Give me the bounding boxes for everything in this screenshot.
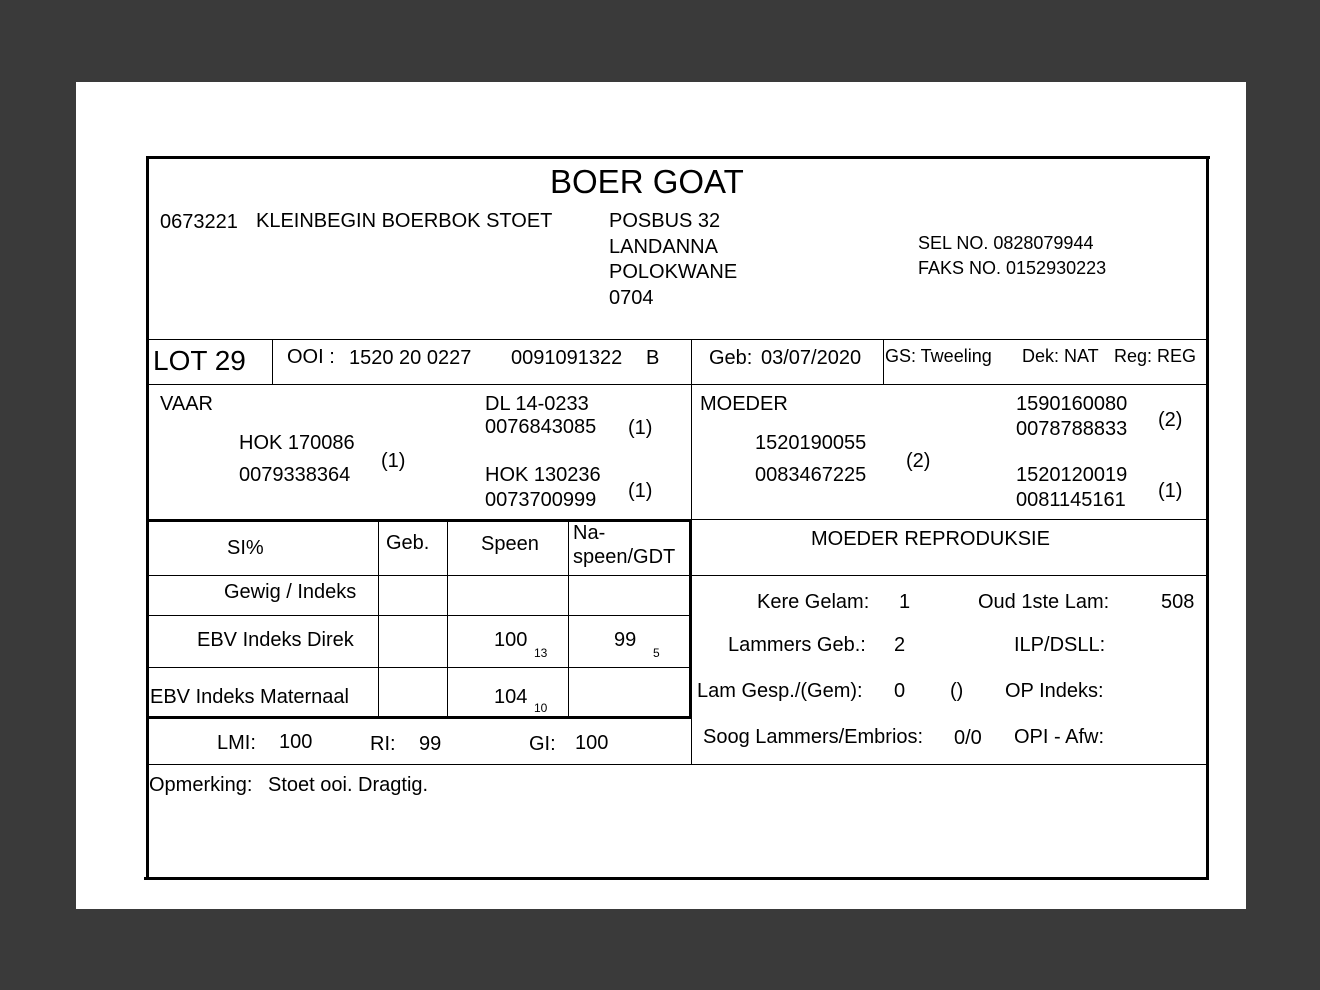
address-line-2: LANDANNA [609, 236, 718, 258]
fax-number: FAKS NO. 0152930223 [918, 258, 1107, 278]
mat-speen: 104 [494, 686, 528, 708]
line-direk-bottom [146, 667, 692, 668]
lmi-label: LMI: [217, 732, 256, 754]
border-top [146, 156, 1210, 159]
card-title: BOER GOAT [550, 163, 744, 200]
remark-label: Opmerking: [149, 774, 253, 796]
lam-gem: () [950, 680, 964, 702]
ilp-label: ILP/DSLL: [1014, 634, 1106, 656]
line-gewig-bottom [146, 615, 692, 616]
vaar-label: VAAR [160, 393, 213, 415]
dam-dam-id: 0081145161 [1016, 489, 1126, 511]
opi-label: OPI - Afw: [1014, 726, 1105, 748]
dam-sire-name: 1590160080 [1016, 393, 1128, 415]
sire-dam-id: 0073700999 [485, 489, 597, 511]
kere-label: Kere Gelam: [757, 591, 870, 613]
lam-label: Lam Gesp./(Gem): [697, 680, 863, 702]
oud-label: Oud 1ste Lam: [978, 591, 1110, 613]
row-maternaal: EBV Indeks Maternaal [150, 686, 349, 708]
line-perf-col2 [447, 522, 448, 718]
dek-value: Dek: NAT [1022, 346, 1099, 366]
sire-mark: (1) [381, 450, 406, 472]
line-repro-head [691, 575, 1208, 576]
ooi-label: OOI : [287, 346, 335, 368]
oud-value: 508 [1161, 591, 1195, 613]
lot-label: LOT 29 [153, 345, 246, 376]
sire-sire-name: DL 14-0233 [485, 393, 589, 415]
line-perf-col1 [378, 522, 379, 718]
gi-value: 100 [575, 732, 609, 754]
boer-goat-lot-card [146, 156, 1210, 880]
sire-dam-mark: (1) [628, 480, 653, 502]
line-perf-col3 [568, 522, 569, 718]
op-label: OP Indeks: [1005, 680, 1104, 702]
direk-speen: 100 [494, 629, 528, 651]
col-speen: Speen [481, 533, 539, 555]
col-geb: Geb. [386, 532, 430, 554]
soog-value: 0/0 [954, 727, 982, 749]
address-line-1: POSBUS 32 [609, 210, 721, 232]
line-lot-divider [272, 339, 273, 384]
geb-date: 03/07/2020 [761, 347, 862, 369]
line-indices-bottom [146, 764, 1208, 765]
line-perf-right [689, 519, 692, 719]
sire-dam-name: HOK 130236 [485, 464, 601, 486]
sire-id: 0079338364 [239, 464, 351, 486]
border-right [1206, 156, 1209, 880]
gi-label: GI: [529, 733, 556, 755]
line-pedigree-bottom-right [691, 519, 1208, 520]
kere-value: 1 [899, 591, 911, 613]
lammers-label: Lammers Geb.: [728, 634, 866, 656]
breeder-name: KLEINBEGIN BOERBOK STOET [256, 210, 553, 232]
direk-naspeen-sub: 5 [653, 646, 660, 660]
line-mat-bottom [146, 716, 692, 719]
col-naspeen: Na- speen/GDT [573, 522, 676, 568]
sire-sire-id: 0076843085 [485, 416, 597, 438]
repro-title: MOEDER REPRODUKSIE [811, 528, 1050, 550]
mat-speen-sub: 10 [534, 701, 548, 715]
row-gewig: Gewig / Indeks [224, 581, 357, 603]
reg-value: Reg: REG [1114, 346, 1197, 366]
phone-number: SEL NO. 0828079944 [918, 233, 1094, 253]
remark-text: Stoet ooi. Dragtig. [268, 774, 429, 796]
dam-sire-mark: (2) [1158, 409, 1183, 431]
lammers-value: 2 [894, 634, 906, 656]
lmi-value: 100 [279, 731, 313, 753]
direk-speen-sub: 13 [534, 646, 548, 660]
dam-dam-mark: (1) [1158, 480, 1183, 502]
dam-id: 0083467225 [755, 464, 867, 486]
direk-naspeen: 99 [614, 629, 637, 651]
dam-mark: (2) [906, 450, 931, 472]
line-perf-head [146, 575, 692, 576]
breeder-number: 0673221 [160, 211, 238, 233]
dam-sire-id: 0078788833 [1016, 418, 1128, 440]
line-gs-divider [883, 339, 884, 384]
border-left [146, 156, 149, 880]
geb-label: Geb: [709, 347, 753, 369]
lam-value: 0 [894, 680, 906, 702]
sire-name: HOK 170086 [239, 432, 355, 454]
dam-dam-name: 1520120019 [1016, 464, 1128, 486]
soog-label: Soog Lammers/Embrios: [703, 726, 924, 748]
ooi-reg: 0091091322 [511, 347, 623, 369]
ooi-id: 1520 20 0227 [349, 347, 472, 369]
ri-label: RI: [370, 733, 396, 755]
si-label: SI% [227, 537, 264, 559]
ri-value: 99 [419, 733, 442, 755]
gs-value: GS: Tweeling [885, 346, 992, 366]
line-header-bottom [146, 339, 1208, 340]
sire-sire-mark: (1) [628, 417, 653, 439]
row-direk: EBV Indeks Direk [197, 629, 354, 651]
address-line-4: 0704 [609, 287, 654, 309]
dam-name: 1520190055 [755, 432, 867, 454]
border-bottom [144, 877, 1208, 880]
ooi-grade: B [646, 347, 660, 369]
address-line-3: POLOKWANE [609, 261, 738, 283]
line-lot-bottom [146, 384, 1208, 385]
moeder-label: MOEDER [700, 393, 788, 415]
